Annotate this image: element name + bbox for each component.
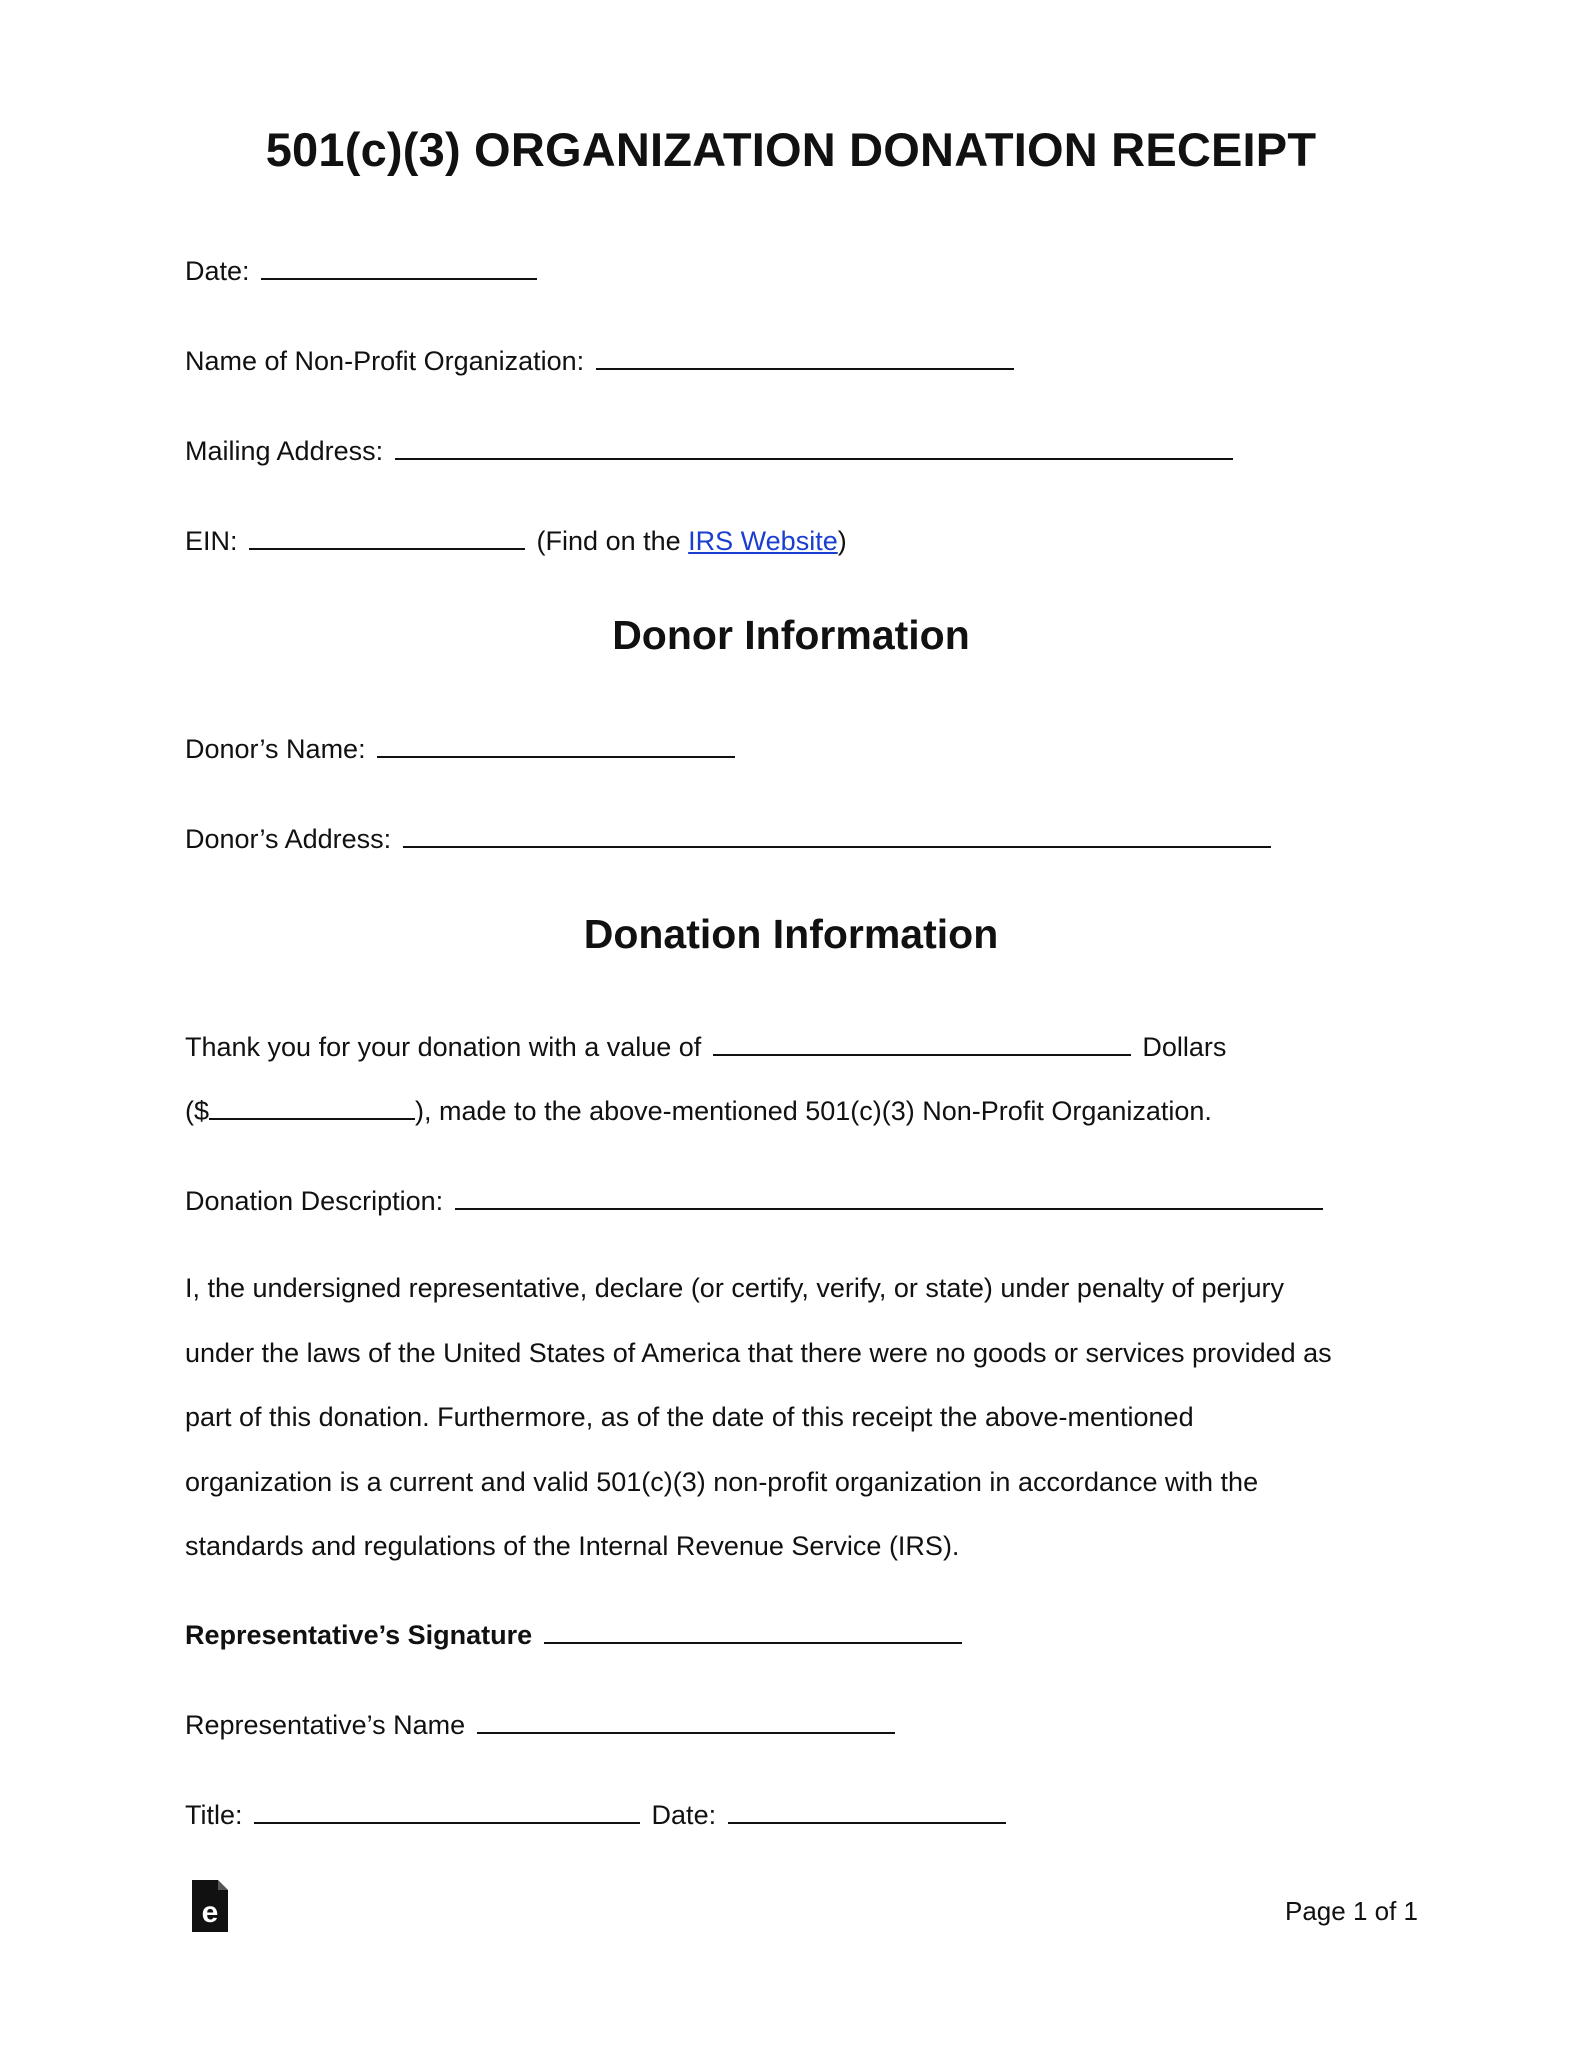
donation-value-row [185,1030,1226,1064]
donation-value-suffix: Dollars [1142,1032,1227,1062]
donation-description-label: Donation Description: [185,1186,444,1216]
ein-hint-prefix: (Find on the [536,526,681,556]
date-blank[interactable] [261,256,537,280]
donor-information-heading: Donor Information [612,612,970,658]
ein-hint-suffix: ) [837,526,847,556]
representative-name-blank[interactable] [477,1710,895,1734]
title-date-row [185,1798,1010,1832]
donor-name-blank[interactable] [377,734,735,758]
declaration-line: organization is a current and valid 501(c)(3) non-profit organization in accordance with the [185,1466,1259,1497]
eforms-logo-icon [192,1880,228,1932]
donation-amount-suffix: ), made to the above-mentioned 501(c)(3) Non-Profit Organization. [415,1096,1212,1126]
ein-field-row [185,524,847,558]
org-name-label: Name of Non-Profit Organization: [185,346,585,376]
declaration-line: under the laws of the United States of America that there were no goods or services provided as [185,1337,1332,1368]
document-title: 501(c)(3) ORGANIZATION DONATION RECEIPT [265,123,1317,176]
mailing-address-blank[interactable] [395,436,1233,460]
donation-description-row [185,1184,1327,1218]
donation-amount-row [185,1094,1212,1128]
donation-value-words-blank[interactable] [713,1032,1131,1056]
donor-address-label: Donor’s Address: [185,824,392,854]
declaration-line: standards and regulations of the Internal Revenue Service (IRS). [185,1531,960,1561]
org-name-field-row [185,344,1018,378]
representative-name-label: Representative’s Name [185,1710,466,1740]
svg-text:e: e [201,1896,219,1929]
declaration-paragraph [185,1256,1415,1579]
signature-label: Representative’s Signature [185,1620,533,1650]
donation-description-blank[interactable] [455,1186,1323,1210]
date-label: Date: [185,256,250,286]
donation-information-heading: Donation Information [583,911,999,957]
donation-amount-blank[interactable] [209,1096,415,1120]
mailing-address-field-row [185,434,1237,468]
date-field-row [185,254,541,288]
ein-label: EIN: [185,526,238,556]
ein-blank[interactable] [249,526,525,550]
donor-address-blank[interactable] [403,824,1271,848]
title-blank[interactable] [254,1800,640,1824]
org-name-blank[interactable] [596,346,1014,370]
donation-amount-prefix: ($ [185,1096,210,1126]
signature-date-blank[interactable] [728,1800,1006,1824]
irs-website-link[interactable]: IRS Website [688,526,838,556]
donor-name-label: Donor’s Name: [185,734,366,764]
donation-value-prefix: Thank you for your donation with a value of [185,1032,702,1062]
title-label: Title: [185,1800,243,1830]
donor-name-field-row [185,732,739,766]
donor-address-field-row [185,822,1275,856]
signature-row [185,1618,966,1652]
page-number: Page 1 of 1 [1285,1896,1418,1926]
mailing-address-label: Mailing Address: [185,436,384,466]
signature-blank[interactable] [544,1620,962,1644]
representative-name-row [185,1708,899,1742]
signature-date-label: Date: [651,1800,717,1830]
declaration-line: part of this donation. Furthermore, as of the date of this receipt the above-mentioned [185,1402,1194,1432]
declaration-line: I, the undersigned representative, declare (or certify, verify, or state) under penalty of perjury [185,1273,1285,1303]
